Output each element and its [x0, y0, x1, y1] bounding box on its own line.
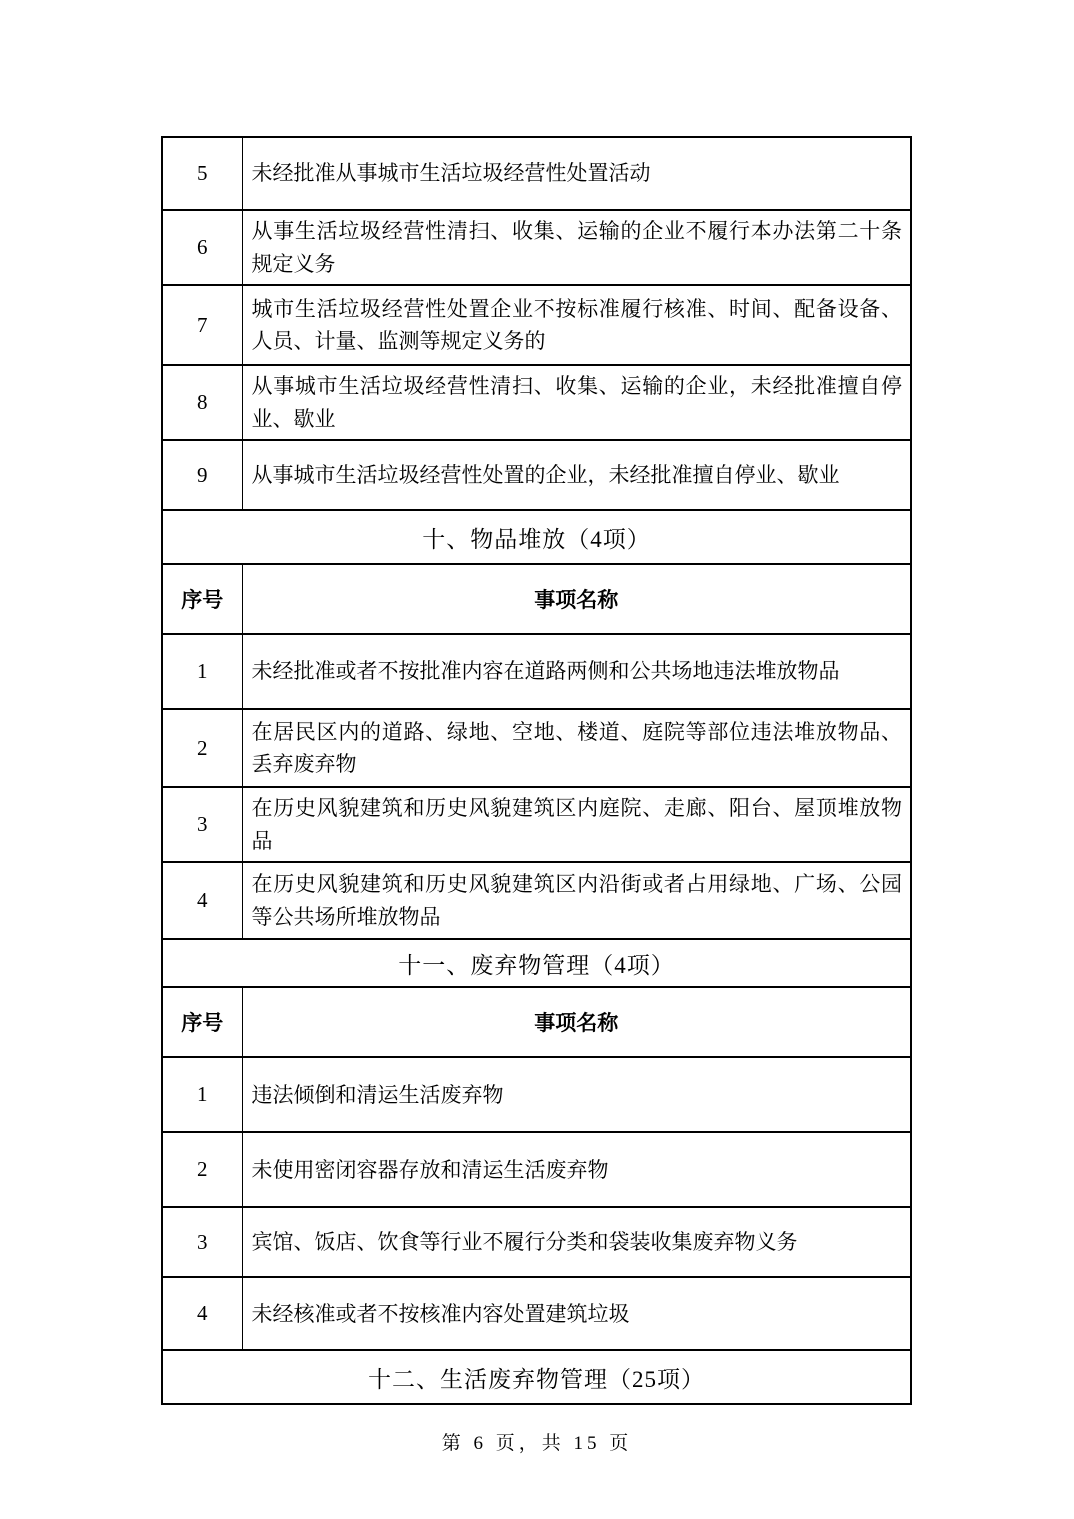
header-name-cell: 事项名称 [242, 564, 911, 634]
row-name-cell: 从事城市生活垃圾经营性清扫、收集、运输的企业，未经批准擅自停业、歇业 [242, 365, 911, 440]
row-name-cell: 在居民区内的道路、绿地、空地、楼道、庭院等部位违法堆放物品、丢弃废弃物 [242, 709, 911, 787]
table-row [162, 1207, 911, 1277]
row-name-cell: 在历史风貌建筑和历史风貌建筑区内庭院、走廊、阳台、屋顶堆放物品 [242, 787, 911, 862]
table-row [162, 365, 911, 440]
row-number-cell: 1 [162, 634, 242, 709]
table-row [162, 787, 911, 862]
row-number-cell: 4 [162, 862, 242, 939]
table-header-row [162, 987, 911, 1057]
row-number-cell: 3 [162, 1207, 242, 1277]
table-row [162, 709, 911, 787]
header-number-cell: 序号 [162, 987, 242, 1057]
table-row [162, 1057, 911, 1132]
row-name-cell: 未使用密闭容器存放和清运生活废弃物 [242, 1132, 911, 1207]
section-title-row [162, 510, 911, 564]
page-footer: 第 6 页，共 15 页 [441, 1433, 633, 1454]
section-title: 十、物品堆放（4项） [162, 510, 911, 564]
row-number-cell: 1 [162, 1057, 242, 1132]
row-name-cell: 从事城市生活垃圾经营性处置的企业，未经批准擅自停业、歇业 [242, 440, 911, 510]
row-name-cell: 违法倾倒和清运生活废弃物 [242, 1057, 911, 1132]
row-number-cell: 7 [162, 285, 242, 365]
table-row [162, 137, 911, 210]
row-number-cell: 8 [162, 365, 242, 440]
row-name-cell: 未经批准从事城市生活垃圾经营性处置活动 [242, 137, 911, 210]
row-number-cell: 2 [162, 1132, 242, 1207]
row-number-cell: 6 [162, 210, 242, 285]
row-name-cell: 未经批准或者不按批准内容在道路两侧和公共场地违法堆放物品 [242, 634, 911, 709]
table-row [162, 862, 911, 939]
section-title: 十一、废弃物管理（4项） [162, 939, 911, 987]
row-name-cell: 未经核准或者不按核准内容处置建筑垃圾 [242, 1277, 911, 1350]
table-row [162, 634, 911, 709]
row-name-cell: 宾馆、饭店、饮食等行业不履行分类和袋装收集废弃物义务 [242, 1207, 911, 1277]
section-title-row [162, 939, 911, 987]
row-number-cell: 5 [162, 137, 242, 210]
row-name-cell: 在历史风貌建筑和历史风貌建筑区内沿街或者占用绿地、广场、公园等公共场所堆放物品 [242, 862, 911, 939]
header-name-cell: 事项名称 [242, 987, 911, 1057]
row-name-cell: 从事生活垃圾经营性清扫、收集、运输的企业不履行本办法第二十条规定义务 [242, 210, 911, 285]
table-row [162, 210, 911, 285]
row-number-cell: 2 [162, 709, 242, 787]
row-number-cell: 9 [162, 440, 242, 510]
table-row [162, 1132, 911, 1207]
table-row [162, 1277, 911, 1350]
table-header-row [162, 564, 911, 634]
row-number-cell: 3 [162, 787, 242, 862]
section-title: 十二、生活废弃物管理（25项） [162, 1350, 911, 1404]
row-name-cell: 城市生活垃圾经营性处置企业不按标准履行核准、时间、配备设备、人员、计量、监测等规定义务的 [242, 285, 911, 365]
section-title-row [162, 1350, 911, 1404]
table-row [162, 440, 911, 510]
table-row [162, 285, 911, 365]
row-number-cell: 4 [162, 1277, 242, 1350]
header-number-cell: 序号 [162, 564, 242, 634]
violation-items-table [161, 136, 912, 1405]
